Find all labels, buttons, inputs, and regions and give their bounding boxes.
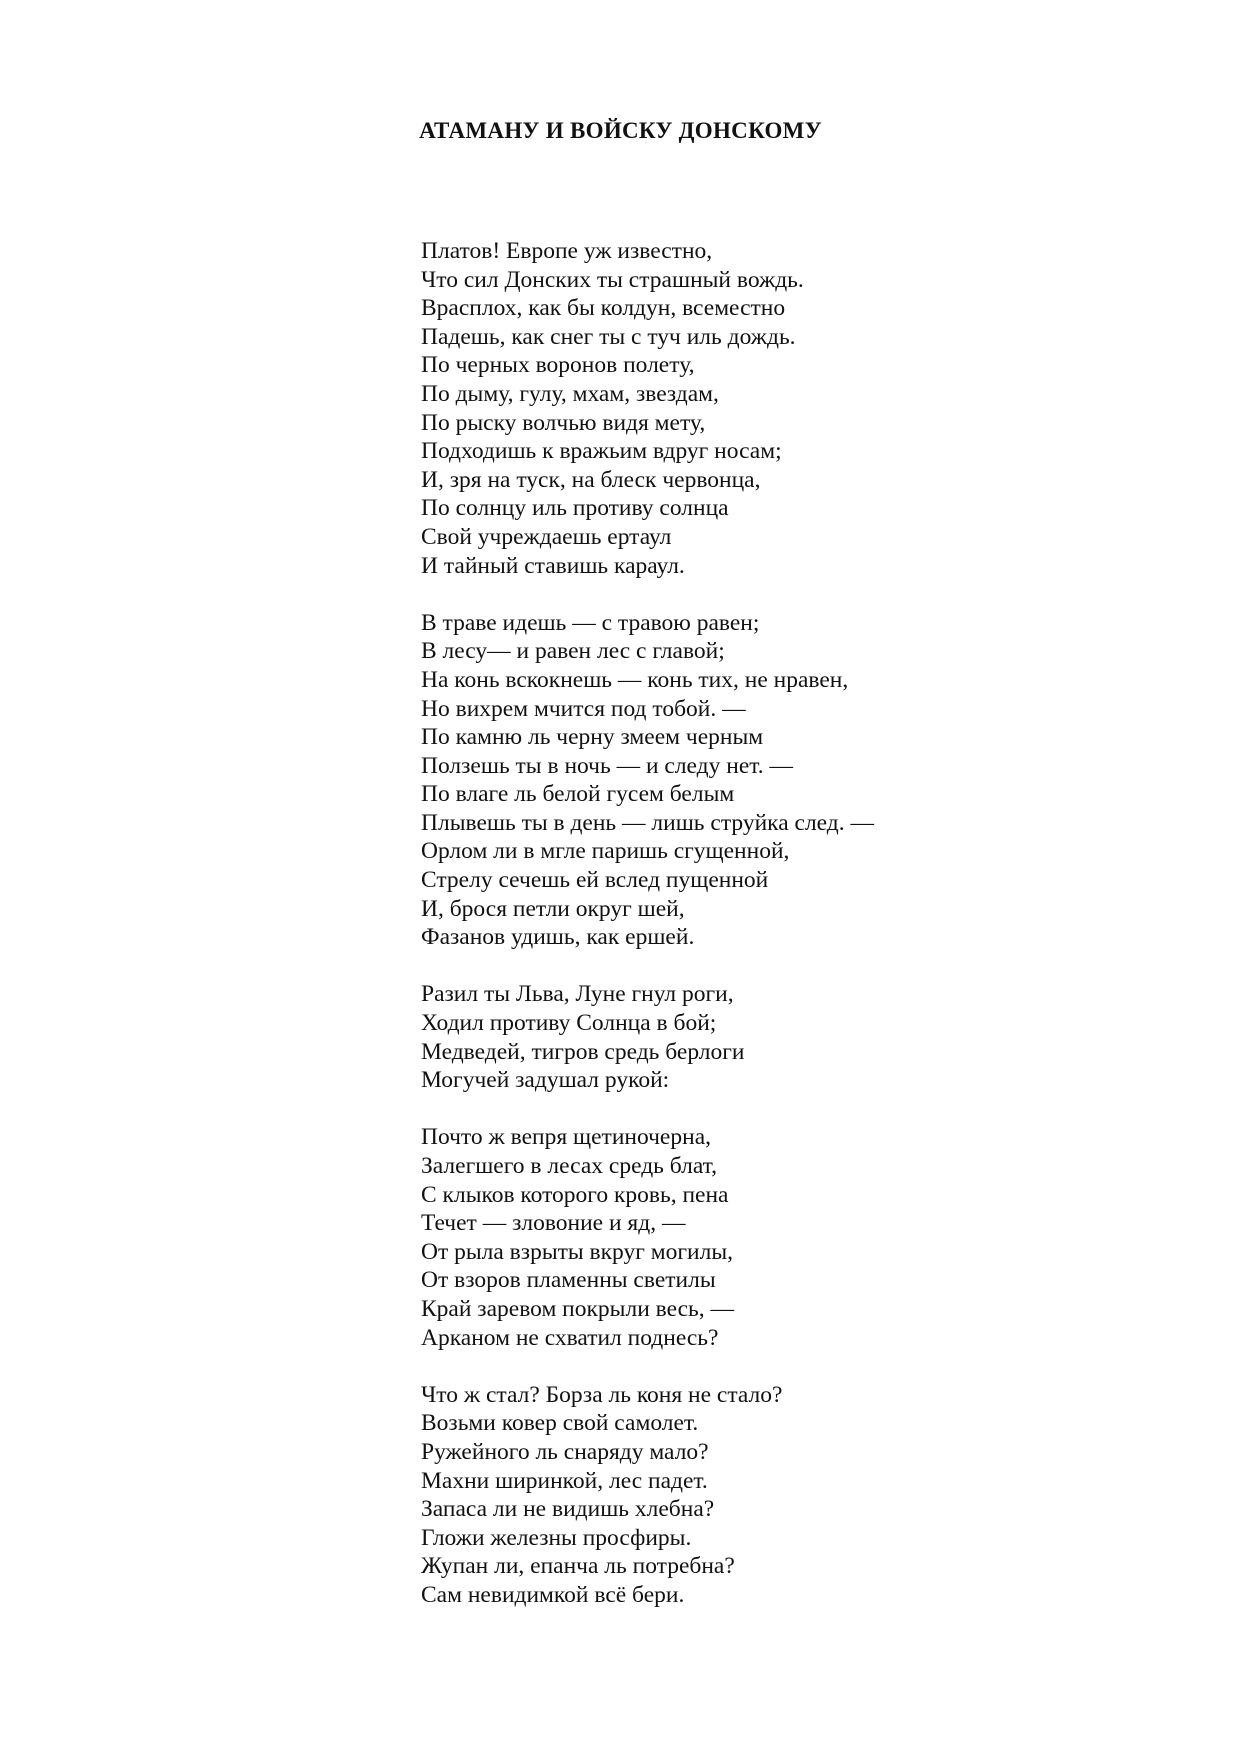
stanza-1 <box>421 237 1201 580</box>
poem-line: Гложи железны просфиры. <box>421 1524 692 1551</box>
poem-line: Ползешь ты в ночь — и следу нет. — <box>421 752 794 779</box>
poem-line: По камню ль черну змеем черным <box>421 724 764 751</box>
poem-line: Но вихрем мчится под тобой. — <box>421 695 746 722</box>
poem-line: Стрелу сечешь ей вслед пущенной <box>421 867 769 894</box>
poem-line: Почто ж вепря щетиночерна, <box>421 1124 711 1151</box>
poem-line: От взоров пламенны светилы <box>421 1267 716 1294</box>
poem-line: Медведей, тигров средь берлоги <box>421 1038 745 1065</box>
poem-line: Ходил противу Солнца в бой; <box>421 1010 717 1037</box>
poem-line: Течет — зловоние и яд, — <box>421 1210 686 1237</box>
poem-line: Подходишь к вражьим вдруг носам; <box>421 438 782 465</box>
poem-line: Залегшего в лесах средь блат, <box>421 1153 718 1179</box>
poem-line: С клыков которого кровь, пена <box>421 1181 729 1208</box>
poem-line: Фазанов удишь, как ершей. <box>421 924 695 951</box>
poem-line: По рыску волчью видя мету, <box>421 409 706 436</box>
poem-line: И тайный ставишь караул. <box>421 552 685 579</box>
poem-line: По дыму, гулу, мхам, звездам, <box>421 380 719 407</box>
poem-line: В траве идешь — с травою равен; <box>421 609 760 636</box>
poem-line: По черных воронов полету, <box>421 352 695 379</box>
stanza-4 <box>421 1123 1201 1352</box>
poem-line: Орлом ли в мгле паришь сгущенной, <box>421 838 790 865</box>
poem-line: И, брося петли округ шей, <box>421 895 685 922</box>
poem-line: По солнцу иль противу солнца <box>421 495 729 522</box>
poem-line: Что ж стал? Борза ль коня не стало? <box>421 1381 783 1408</box>
poem-line: Свой учреждаешь ертаул <box>421 523 672 550</box>
poem-line: И, зря на туск, на блеск червонца, <box>421 466 761 493</box>
poem-line: Плывешь ты в день — лишь струйка след. — <box>421 809 874 836</box>
poem-line: Могучей задушал рукой: <box>421 1067 670 1094</box>
poem-line: По влаге ль белой гусем белым <box>421 781 735 808</box>
poem-line: От рыла взрыты вкруг могилы, <box>421 1238 733 1265</box>
poem-line: Ружейного ль снаряду мало? <box>421 1438 709 1465</box>
poem-line: Арканом не схватил поднесь? <box>421 1324 719 1351</box>
poem-line: В лесу— и равен лес с главой; <box>421 638 725 665</box>
poem-line: Запаса ли не видишь хлебна? <box>421 1496 715 1523</box>
stanza-3 <box>421 980 1201 1094</box>
poem-line: Махни ширинкой, лес падет. <box>421 1467 708 1494</box>
poem-line: Что сил Донских ты страшный вождь. <box>421 266 804 293</box>
poem-line: Жупан ли, епанча ль потребна? <box>421 1553 735 1580</box>
poem-line: На конь вскокнешь — конь тих, не нравен, <box>421 666 849 693</box>
poem-line: Платов! Европе уж известно, <box>421 238 713 264</box>
poem-line: Врасплох, как бы колдун, всеместно <box>421 295 786 322</box>
poem-line: Падешь, как снег ты с туч иль дождь. <box>421 323 796 350</box>
stanza-5 <box>421 1381 1201 1610</box>
poem-line: Край заревом покрыли весь, — <box>421 1295 735 1322</box>
poem-line: Сам невидимкой всё бери. <box>421 1581 685 1608</box>
poem-line: Разил ты Льва, Луне гнул роги, <box>421 981 734 1008</box>
poem-title: АТАМАНУ И ВОЙСКУ ДОНСКОМУ <box>419 118 822 143</box>
poem-line: Возьми ковер свой самолет. <box>421 1410 699 1437</box>
poem-body <box>421 237 1201 1638</box>
stanza-2 <box>421 609 1201 952</box>
